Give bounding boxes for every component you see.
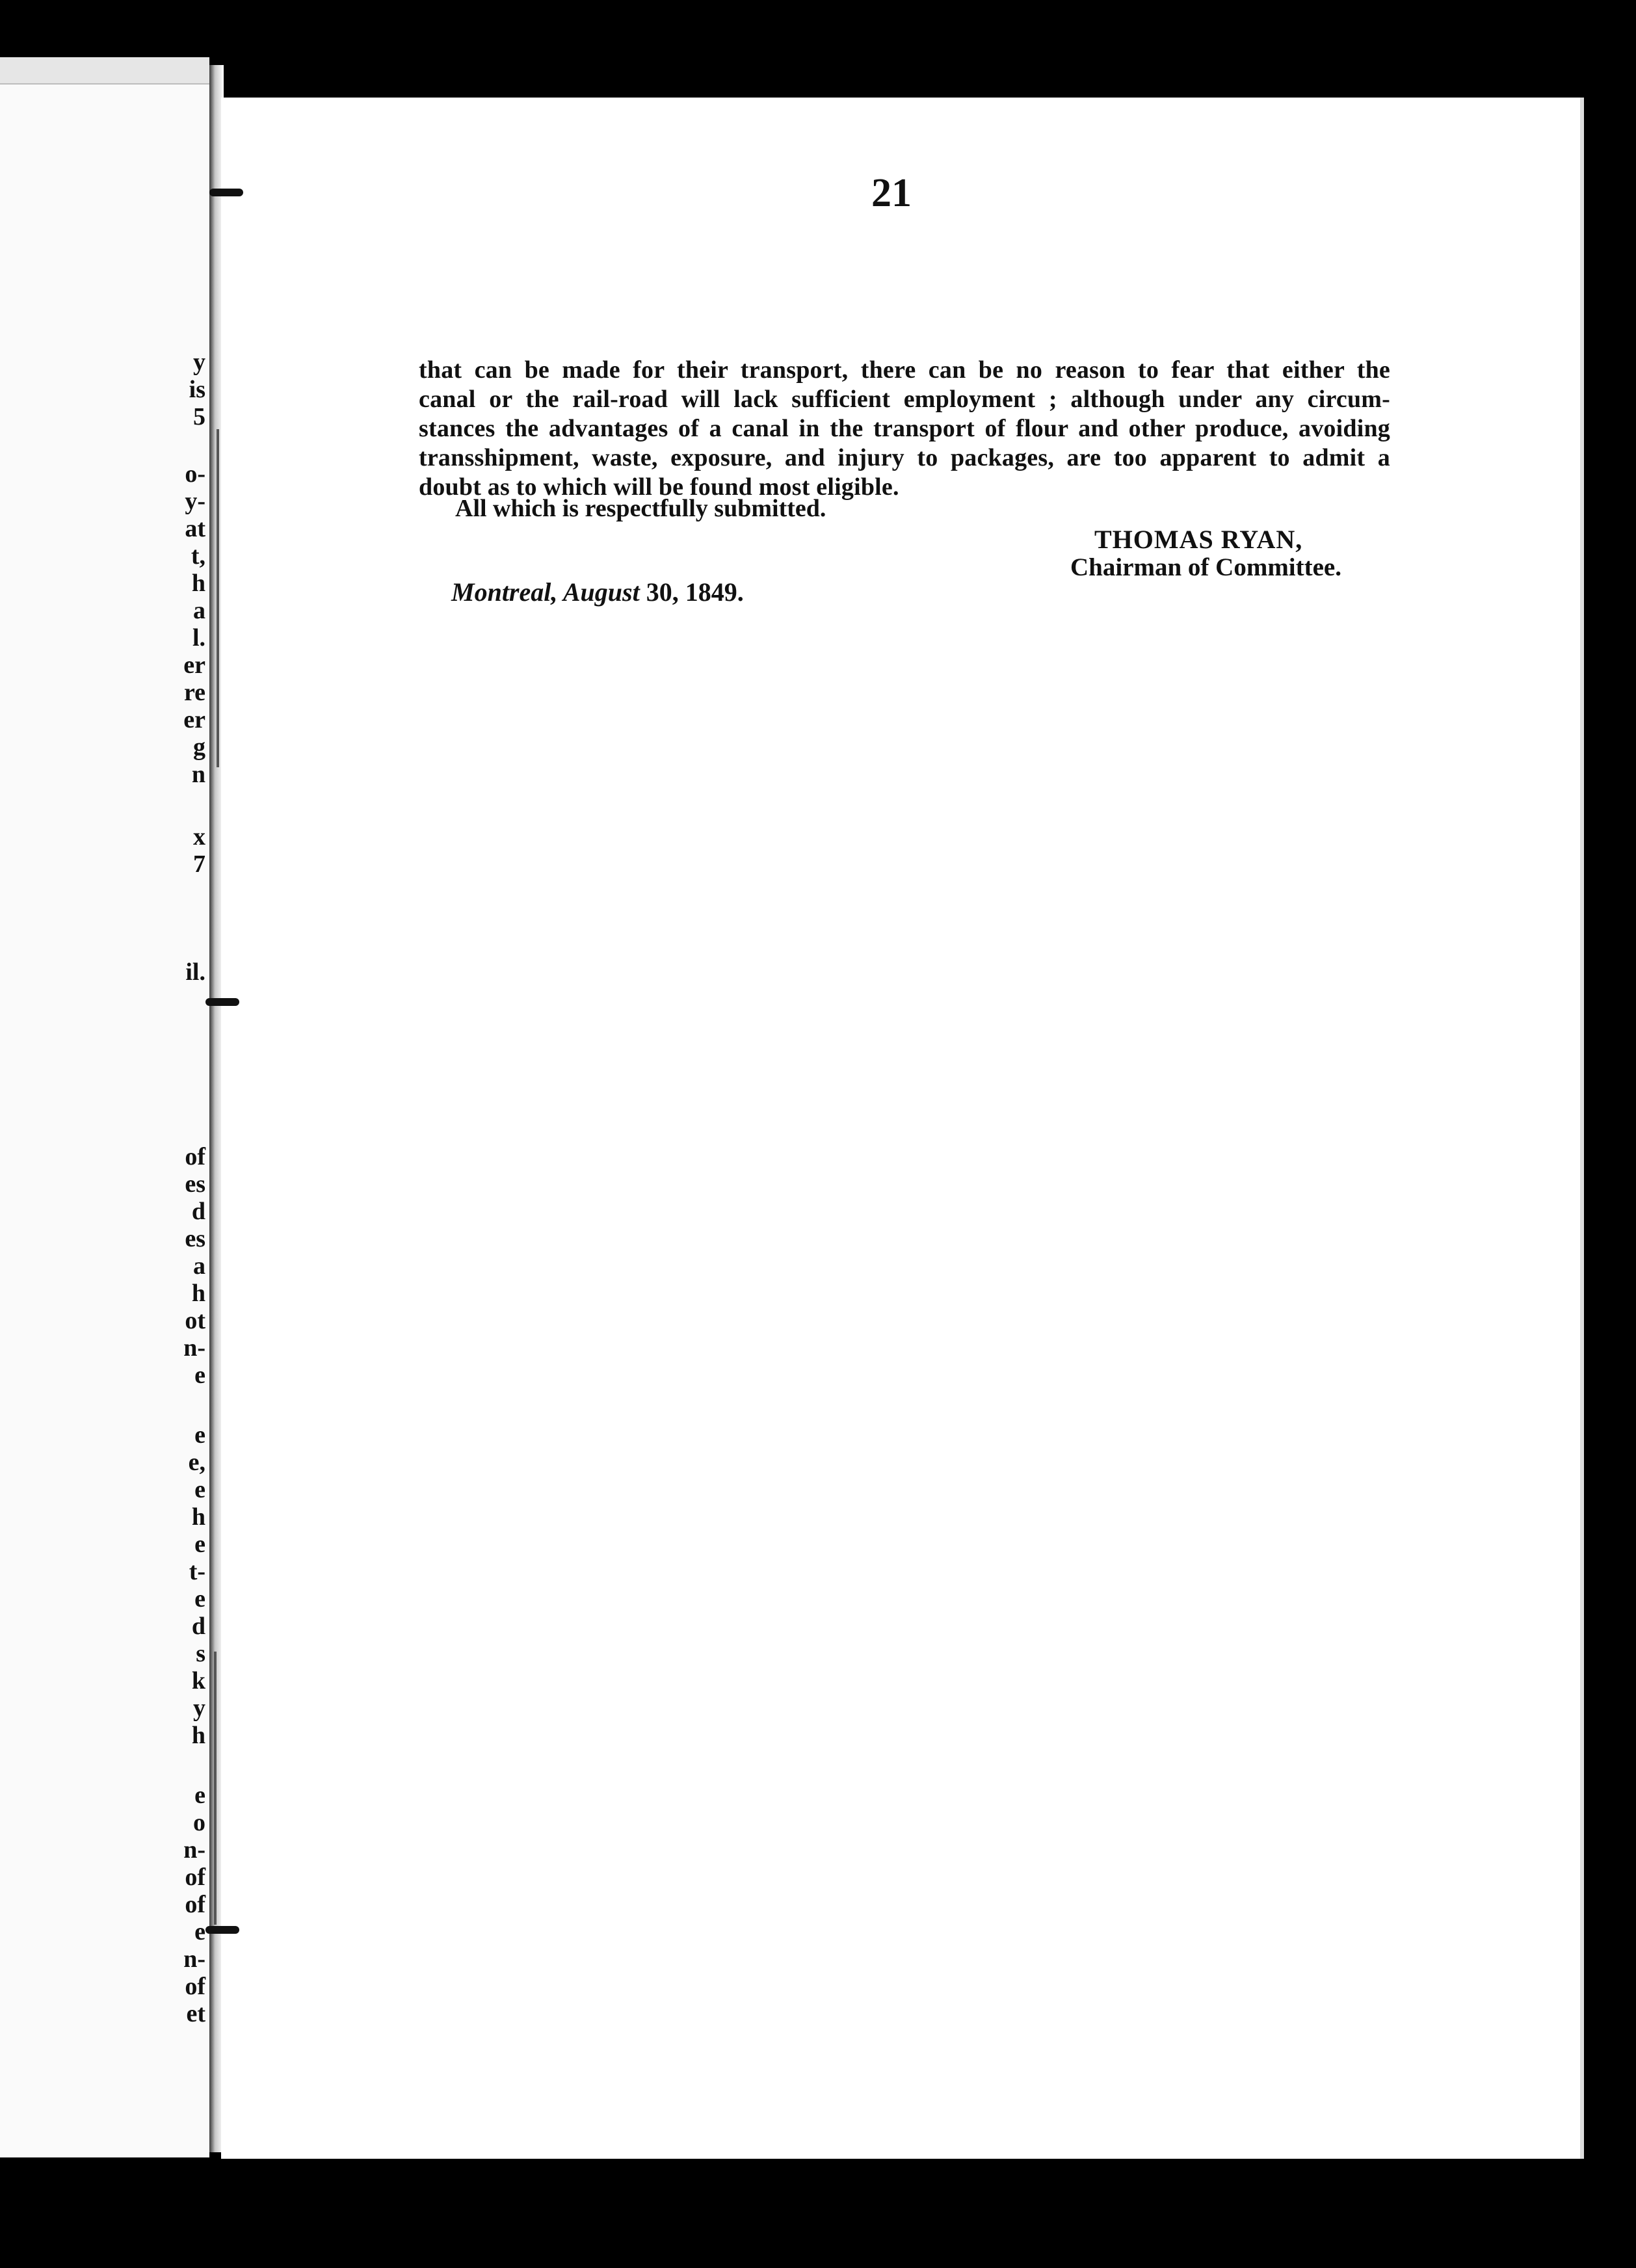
text-fragment: e <box>194 1531 205 1558</box>
text-fragment: 5 <box>193 403 205 430</box>
signer-title: Chairman of Committee. <box>1070 553 1341 581</box>
body-paragraph <box>419 356 1390 502</box>
text-fragment: es <box>185 1170 205 1198</box>
date-value: 30, 1849. <box>639 577 744 607</box>
text-fragment: h <box>191 1280 205 1307</box>
text-fragment: il. <box>185 958 205 986</box>
paragraph-line: canal or the rail-road will lack sufficient employment ; although under any circum- <box>419 386 1390 413</box>
page-number: 21 <box>871 171 912 215</box>
text-fragment: e <box>194 1918 205 1945</box>
text-fragment: e <box>194 1362 205 1389</box>
signer-name: THOMAS RYAN, <box>1094 525 1303 554</box>
text-fragment: e <box>194 1476 205 1503</box>
text-fragment: d <box>191 1613 205 1640</box>
text-fragment: e <box>194 1421 205 1449</box>
text-fragment: of <box>185 1143 205 1170</box>
text-fragment: er <box>183 652 205 679</box>
text-fragment: h <box>191 1722 205 1749</box>
text-fragment: n- <box>183 1945 205 1973</box>
text-fragment: e <box>194 1782 205 1809</box>
left-page-text-fragments <box>170 57 209 2157</box>
binding-stitch-mark <box>205 998 239 1006</box>
paragraph-line: doubt as to which will be found most eligible. <box>419 473 899 501</box>
text-fragment: s <box>196 1640 205 1667</box>
text-fragment: ot <box>185 1307 205 1334</box>
text-fragment: at <box>185 515 205 542</box>
paragraph-line: transshipment, waste, exposure, and injury to packages, are too apparent to admit a <box>419 444 1390 471</box>
text-fragment: o <box>193 1809 205 1836</box>
text-fragment: er <box>183 706 205 733</box>
text-fragment: re <box>183 679 205 706</box>
text-fragment: e <box>194 1585 205 1613</box>
text-fragment: n- <box>183 1334 205 1362</box>
text-fragment: y <box>193 1694 205 1722</box>
paragraph-line: that can be made for their transport, there can be no reason to fear that either the <box>419 356 1390 384</box>
text-fragment: t, <box>191 542 205 570</box>
text-fragment: of <box>185 1864 205 1891</box>
text-fragment: g <box>193 733 205 761</box>
dateline <box>451 577 744 607</box>
text-fragment: y <box>193 349 205 376</box>
date-place: Montreal, August <box>451 577 640 607</box>
text-fragment: et <box>186 2000 205 2027</box>
text-fragment: e, <box>188 1449 205 1476</box>
text-fragment: of <box>185 1973 205 2000</box>
binding-stitch-mark <box>205 1926 239 1934</box>
text-fragment: of <box>185 1891 205 1918</box>
paragraph-line: stances the advantages of a canal in the transport of flour and other produce, avoiding <box>419 415 1390 442</box>
text-fragment: a <box>193 1252 205 1280</box>
text-fragment: h <box>191 1503 205 1531</box>
binding-thread <box>217 429 219 767</box>
closing-statement: All which is respectfully submitted. <box>455 495 826 522</box>
text-fragment: is <box>189 376 205 403</box>
text-fragment: k <box>191 1667 205 1694</box>
text-fragment: a <box>193 597 205 624</box>
text-fragment: t- <box>189 1558 205 1585</box>
text-fragment: y- <box>185 488 205 515</box>
text-fragment: es <box>185 1225 205 1252</box>
text-fragment: d <box>191 1198 205 1225</box>
text-fragment: n <box>191 761 205 788</box>
left-page-edge <box>0 57 209 2157</box>
text-fragment: o- <box>185 460 205 488</box>
text-fragment: n- <box>183 1836 205 1864</box>
text-fragment: h <box>191 570 205 597</box>
binding-thread <box>214 1652 217 1925</box>
binding-stitch-mark <box>209 189 243 196</box>
text-fragment: 7 <box>193 850 205 878</box>
text-fragment: x <box>193 823 205 850</box>
text-fragment: l. <box>192 624 205 652</box>
